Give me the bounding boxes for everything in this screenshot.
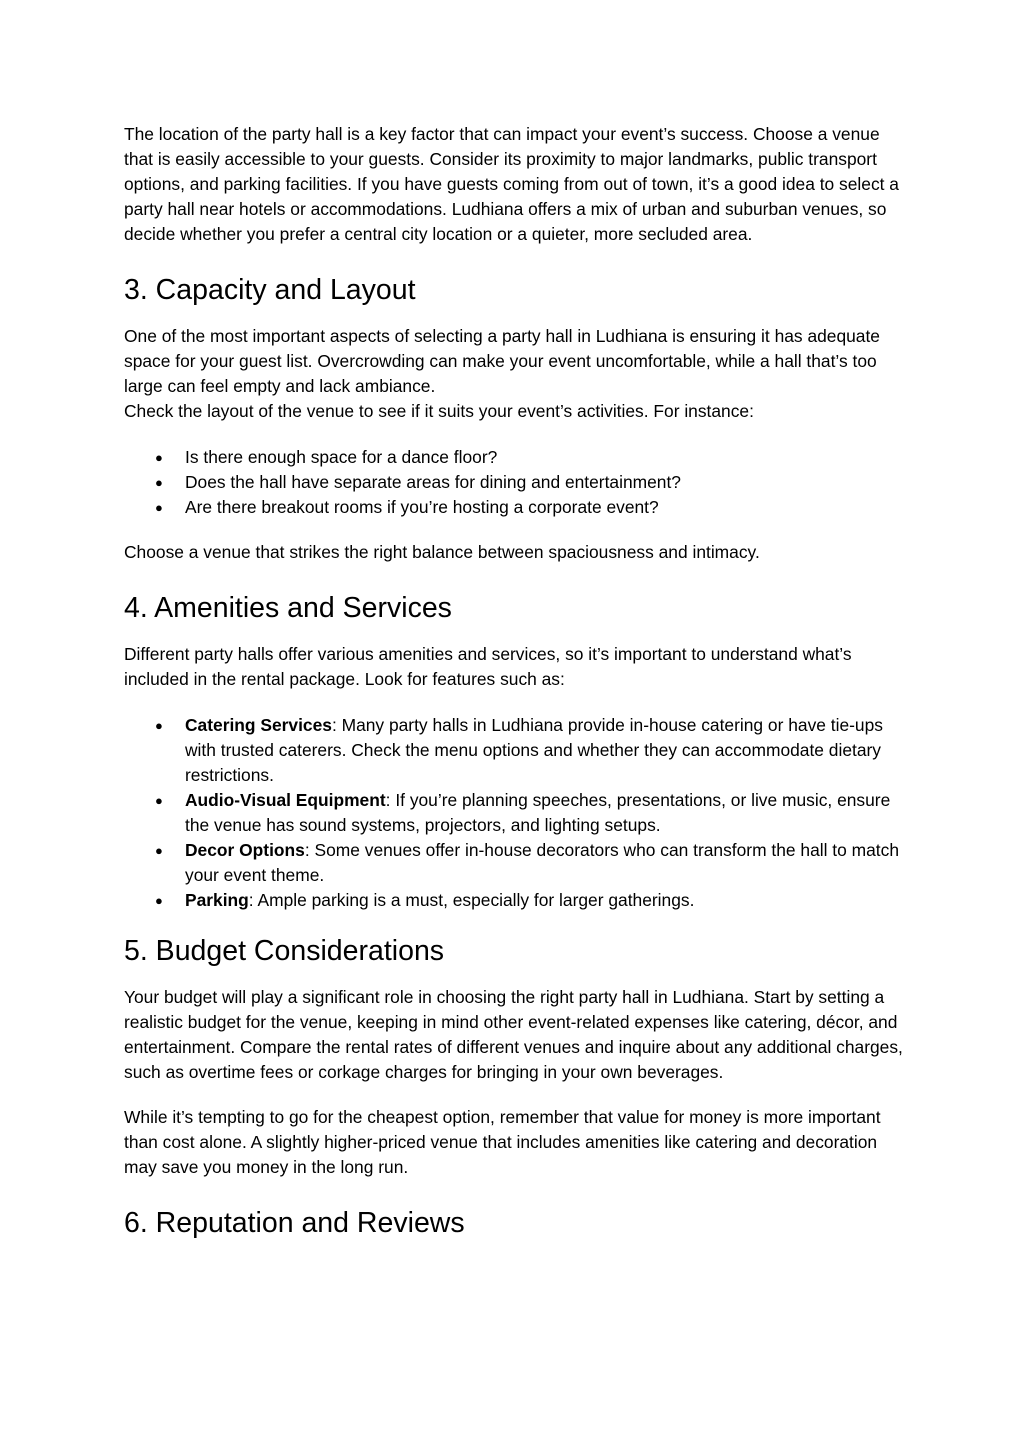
bullet-icon: ●	[155, 893, 163, 908]
section-4-bullet-list	[124, 713, 904, 913]
bullet-icon: ●	[155, 450, 163, 465]
list-item: ● Decor Options: Some venues offer in-house decorators who can transform the hall to match your event theme.	[155, 840, 899, 885]
section-3-bullet-list	[124, 445, 904, 520]
bullet-icon: ●	[155, 843, 163, 858]
section-4-heading: 4. Amenities and Services	[124, 592, 452, 624]
intro-paragraph: The location of the party hall is a key factor that can impact your event’s success. Choose a venue that is easily accessible to your guests. Consider its proximity to major landmarks, public transport options, and parking facilities. If you have guests coming from out of town, it’s a good idea to select a party hall near hotels or accommodations. Ludhiana offers a mix of urban and suburban venues, so decide whether you prefer a central city location or a quieter, more secluded area.	[124, 124, 899, 244]
section-3-heading: 3. Capacity and Layout	[124, 274, 416, 306]
list-item: ● Is there enough space for a dance floor?	[124, 445, 904, 470]
section-3-paragraph-2: Check the layout of the venue to see if it suits your event’s activities. For instance:	[124, 401, 754, 421]
bullet-icon: ●	[155, 793, 163, 808]
section-3-closing: Choose a venue that strikes the right balance between spaciousness and intimacy.	[124, 542, 760, 562]
list-item-term: Parking	[185, 890, 249, 910]
section-3-paragraph-1: One of the most important aspects of selecting a party hall in Ludhiana is ensuring it has adequate space for your guest list. Overcrowding can make your event uncomfortable, while a hall that’s too large can feel empty and lack ambiance.	[124, 326, 880, 396]
bullet-icon: ●	[155, 475, 163, 490]
document-page	[124, 122, 904, 1241]
section-4-paragraph: Different party halls offer various amenities and services, so it’s important to understand what’s included in the rental package. Look for features such as:	[124, 644, 852, 689]
list-item-term: Catering Services	[185, 715, 332, 735]
bullet-icon: ●	[155, 500, 163, 515]
list-item: ● Parking: Ample parking is a must, especially for larger gatherings.	[124, 888, 904, 913]
section-5-paragraph-1: Your budget will play a significant role in choosing the right party hall in Ludhiana. Start by setting a realistic budget for the venue, keeping in mind other event-related expenses like catering, décor, and entertainment. Compare the rental rates of different venues and inquire about any additional charges, such as overtime fees or corkage charges for bringing in your own beverages.	[124, 987, 903, 1082]
section-5-paragraph-2: While it’s tempting to go for the cheapest option, remember that value for money is more important than cost alone. A slightly higher-priced venue that includes amenities like catering and decoration may save you money in the long run.	[124, 1107, 881, 1177]
section-6-heading: 6. Reputation and Reviews	[124, 1207, 465, 1239]
list-item: ● Are there breakout rooms if you’re hosting a corporate event?	[124, 495, 904, 520]
section-5-heading: 5. Budget Considerations	[124, 935, 445, 967]
list-item-term: Audio-Visual Equipment	[185, 790, 386, 810]
list-item: ● Does the hall have separate areas for dining and entertainment?	[124, 470, 904, 495]
list-item: ● Audio-Visual Equipment: If you’re planning speeches, presentations, or live music, ensure the venue has sound systems, projectors, and lighting setups.	[155, 790, 891, 835]
list-item: ● Catering Services: Many party halls in Ludhiana provide in-house catering or have tie-ups with trusted caterers. Check the menu options and whether they can accommodate dietary restrictions.	[155, 715, 883, 785]
list-item-term: Decor Options	[185, 840, 305, 860]
bullet-icon: ●	[155, 718, 163, 733]
